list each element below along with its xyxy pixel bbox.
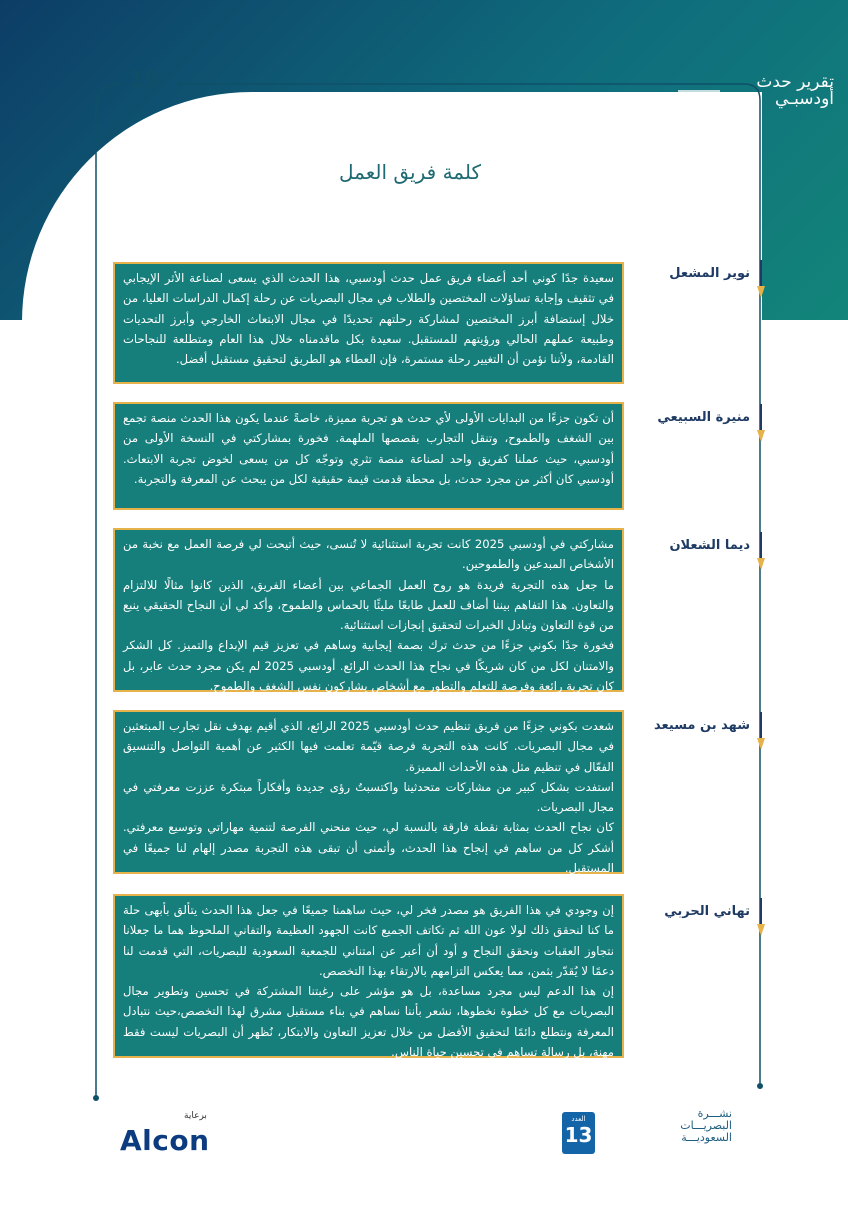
testimonial-text: سعيدة جدًا كوني أحد أعضاء فريق عمل حدث أودسبي، هذا الحدث الذي يسعى لصناعة الأثر الإيجابي في تثقيف وإجابة تساؤلات المختصين والطلاب في مجال البصريات عن رحلة إكمال الدراسات العليا، من خلال إستضافة أبرز المختصين لمشاركة رحلتهم تحديدًا في مجال الابتعاث الخارجي وأبرز التحديات وطبيعة عملهم الحالي ورؤيتهم للمستقبل. سعيدة بكل ماقدمناه خلال هذا العام ومتطلعة للنجاحات القادمة، ولأننا نؤمن أن التغيير رحلة مستمرة، فإن العطاء هو الطريق لتحقيق مستقبل أفضل. (123, 271, 614, 367)
testimonial-box (113, 710, 624, 874)
page-number: 19 (128, 68, 160, 93)
team-member-name: تهاني الحربي (664, 904, 750, 919)
report-title-line1: تقرير حدث (756, 72, 834, 92)
issue-number: 13 (564, 1123, 593, 1147)
team-member-name: ديما الشعلان (669, 538, 750, 553)
pen-marker-icon (754, 712, 768, 750)
testimonial-text: شعدت بكوني جزءًا من فريق تنظيم حدث أودسبي 2025 الرائع، الذي أقيم بهدف نقل تجارب المبتعثين في مجال البصريات. كانت هذه التجربة فرصة قيّمة تعلمت فيها الكثير عن أهمية التواصل والتنسيق الفعّال في تنظيم مثل هذه الأحداث المميزة. استفدت بشكل كبير من مشاركات متحدثينا واكتسبتُ رؤى جديدة وأفكاراً مبتكرة عززت معرفتي في مجال البصريات. كان نجاح الحدث بمثابة نقطة فارقة بالنسبة لي، حيث منحني الفرصة لتنمية مهاراتي وتوسيع معرفتي. أشكر كل من ساهم في إنجاح هذا الحدث، وأتمنى أن تبقى هذه التجربة مصدر إلهام لنا جميعًا في المستقبل. (123, 719, 614, 876)
report-title (756, 74, 834, 108)
pen-marker-icon (754, 260, 768, 298)
team-member-name: نوير المشعل (669, 266, 750, 281)
section-title: كلمة فريق العمل (339, 160, 481, 184)
testimonial-box (113, 262, 624, 384)
sponsor-label: برعاية (184, 1111, 207, 1121)
testimonial-text: مشاركتي في أودسبي 2025 كانت تجربة استثنائية لا تُنسى، حيث أتيحت لي فرصة العمل مع نخبة من الأشخاص المبدعين والطموحين. ما جعل هذه التجربة فريدة هو روح العمل الجماعي بين أعضاء الفريق، الذين كانوا مثالًا للالتزام والتعاون. هذا التفاهم بيننا أضاف للعمل طابعًا مليئًا بالحماس والطموح، وأكد لي أن النجاح الحقيقي ينبع من قوة التعاون وتبادل الخبرات لتحقيق إنجازات استثنائية. فخورة جدًا بكوني جزءًا من حدث ترك بصمة إيجابية وساهم في تعزيز قيم الإبداع والتميز. كل الشكر والامتنان لكل من كان شريكًا في نجاح هذا الحدث الرائع. أودسبي 2025 لم يكن مجرد حدث عابر، بل كان تجربة رائعة وفرصة للتعلم والتطور مع أشخاص يشاركون نفس الشغف والطموح. (123, 537, 614, 694)
pen-marker-icon (754, 404, 768, 442)
testimonial-box (113, 402, 624, 510)
report-title-line2: أودسبـي (774, 89, 834, 109)
testimonial-text: أن تكون جزءًا من البدايات الأولى لأي حدث هو تجربة مميزة، خاصةً عندما يكون هذا الحدث منصة تجمع بين الشغف والطموح، وتنقل التجارب بقصصها الملهمة. فخورة بمشاركتي في النسخة الأولى من أودسبي، حيث عملنا كفريق واحد لصناعة منصة تثري وتوجّه كل من يسعى لخوض تجربة الابتعاث. أودسبي كان أكثر من مجرد حدث، بل محطة قدمت قيمة حقيقية لكل من يبحث عن المعرفة والتجربة. (123, 411, 614, 486)
publication-logo-text: نشـــرة البصريـــات السعوديـــة (680, 1107, 732, 1144)
issue-badge (562, 1112, 595, 1154)
testimonial-box (113, 894, 624, 1058)
pen-marker-icon (754, 532, 768, 570)
team-member-name: شهد بن مسيعد (654, 718, 750, 733)
testimonial-text: إن وجودي في هذا الفريق هو مصدر فخر لي، حيث ساهمنا جميعًا في جعل هذا الحدث يتألق بأبهى حلة ما كنا لنحقق ذلك لولا عون الله ثم تكاتف الجميع كانت الجهود العظيمة والتفاني الملحوظ هما ما جعلانا نتجاوز العقبات ونحقق النجاح و أود أن أعبر عن امتناني للجمعية السعودية للبصريات، التي قدمت لنا دعمًا لا يُقدّر بثمن، مما يعكس التزامهم بالارتقاء بهذا التخصص. إن هذا الدعم ليس مجرد مساعدة، بل هو مؤشر على رغبتنا المشتركة في تحسين وتطوير مجال البصريات مع كل خطوة نخطوها، نشعر بأننا نساهم في بناء مستقبل مشرق لهذا التخصص،حيث نتبادل المعرفة ونتطلع دائمًا لتحقيق الأفضل من خلال تعزيز التعاون والابتكار، نُظهر أن البصريات ليست فقط مهنة، بل رسالة تساهم في تحسين حياة الناس. (123, 903, 614, 1060)
issue-label: العدد (571, 1115, 586, 1123)
alcon-logo: Alcon (120, 1124, 210, 1157)
team-member-name: منيرة السبيعي (657, 410, 750, 425)
testimonial-box (113, 528, 624, 692)
pen-marker-icon (754, 898, 768, 936)
